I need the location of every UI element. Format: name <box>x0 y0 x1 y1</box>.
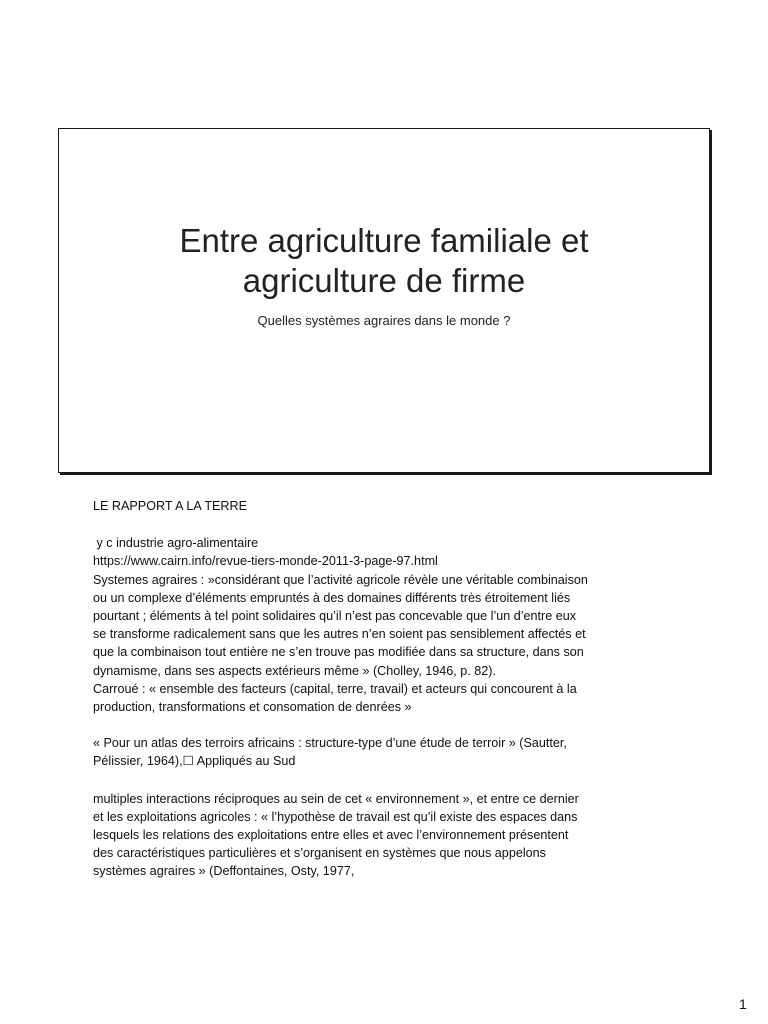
notes-line: Carroué : « ensemble des facteurs (capital, terre, travail) et acteurs qui concourent à la <box>93 681 577 696</box>
notes-line: production, transformations et consomation de denrées » <box>93 700 412 715</box>
notes-line: lesquels les relations des exploitations entre elles et avec l’environnement présentent <box>93 828 569 843</box>
notes-line: systèmes agraires » (Deffontaines, Osty, 1977, <box>93 864 355 879</box>
notes-line: y c industrie agro-alimentaire <box>93 536 259 551</box>
slide-title-line: agriculture de firme <box>242 262 526 299</box>
notes-line: multiples interactions réciproques au sein de cet « environnement », et entre ce dernier <box>93 791 579 806</box>
spacer <box>93 515 693 534</box>
notes-link[interactable]: https://www.cairn.info/revue-tiers-monde-2011-3-page-97.html <box>93 554 438 569</box>
notes-line: ou un complexe d’éléments empruntés à des domaines différents très étroitement liés <box>93 590 571 605</box>
notes-line: dynamisme, dans ses aspects extérieurs même » (Cholley, 1946, p. 82). <box>93 663 496 678</box>
notes-line: et les exploitations agricoles : « l’hypothèse de travail est qu’il existe des espaces dans <box>93 809 578 824</box>
slide-title <box>59 221 709 301</box>
slide-title-line: Entre agriculture familiale et <box>179 222 589 259</box>
notes-line: que la combinaison tout entière ne s’en trouve pas modifiée dans sa structure, dans son <box>93 645 584 660</box>
slide-thumbnail <box>58 128 710 473</box>
speaker-notes <box>93 497 693 881</box>
notes-heading: LE RAPPORT A LA TERRE <box>93 499 247 513</box>
notes-line: des caractéristiques particulières et s’organisent en systèmes que nous appelons <box>93 846 546 861</box>
page-number: 1 <box>739 996 747 1012</box>
spacer <box>93 716 693 734</box>
notes-line: « Pour un atlas des terroirs africains : structure-type d’une étude de terroir » (Sautter, <box>93 736 567 751</box>
notes-line: Systemes agraires : »considérant que l’activité agricole révèle une véritable combinaison <box>93 572 588 587</box>
spacer <box>93 771 693 790</box>
notes-line: pourtant ; éléments à tel point solidaires qu’il n’est pas concevable que l’un d’entre eux <box>93 609 577 624</box>
slide-subtitle: Quelles systèmes agraires dans le monde ? <box>257 313 511 328</box>
notes-line: Pélissier, 1964),☐ Appliqués au Sud <box>93 754 296 769</box>
notes-line: se transforme radicalement sans que les autres n’en soient pas sensiblement affectés et <box>93 627 586 642</box>
